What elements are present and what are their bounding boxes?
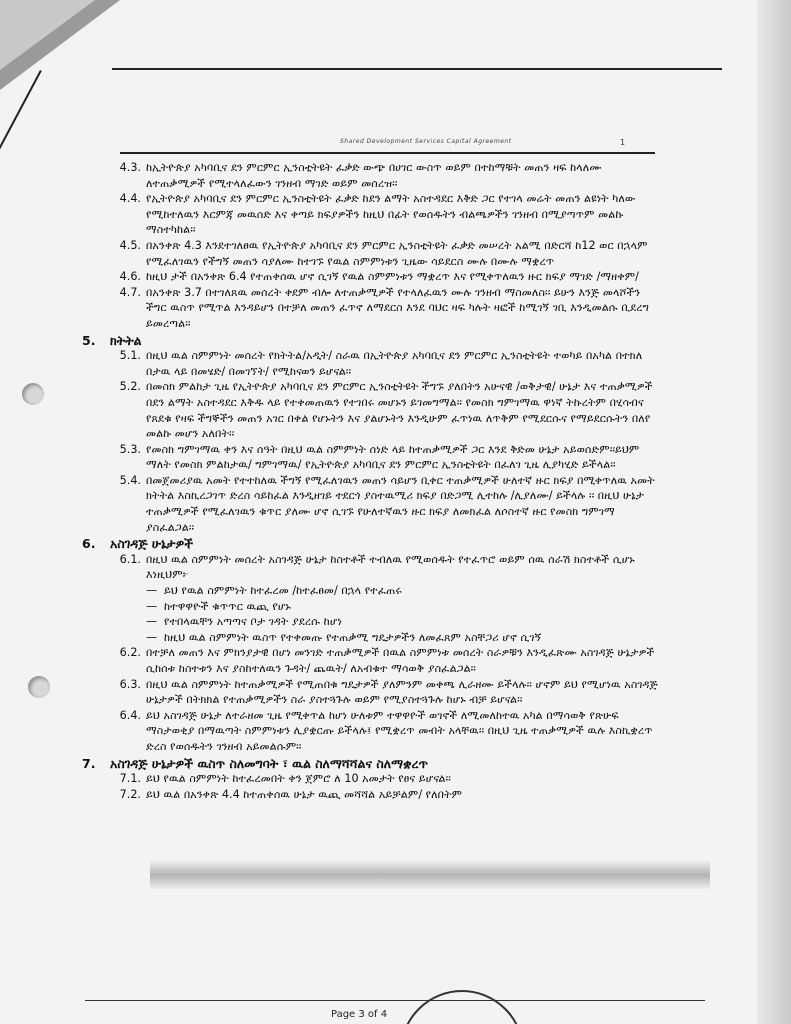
clause-4-7: 4.7. በአንቀጽ 3.7 በተገለጸዉ መሰረት ቀደም ብሎ ለተጠቃሚዎች የተላለፈዉን ሙሉ ገንዘብ ማስመለስ፡፡ ይሁን እንጅ መላሾችን ችግር ዉስጥ የሚጥል እንዳይሆን በተቻለ መጠን ፈጥኖ ለማደርስ እንደ ባህር ዛፍ ካሉት ዛፎች ከሚገኝ ገቢ እንዲመልሱ ቢደረግ ይመረጣል፡፡	[119, 285, 649, 330]
official-stamp	[400, 990, 524, 1024]
scan-top-edge	[112, 68, 722, 70]
clause-4-6: 4.6. ከዚህ ታች በአንቀጽ 6.4 የተጠቀሰዉ ሆኖ ሲገኝ የዉል ስምምነቱን ማቋረጥ እና የሚቀጥለዉን ዙር ክፍያ ማገድ /ማዘቀም/	[119, 270, 639, 284]
scan-diagonal-edge	[0, 70, 42, 225]
clause-5-4: 5.4. በመጀመሪያዉ አመት የተተከለዉ ችግኝ የሚፈለገዉን መጠን ሳይሆን ቢቀር ተጠቃሚዎች ሁለተኛ ዙር ክፍያ በሚቀጥለዉ አመት ክትትል እስኪረጋገጥ ድረስ ሳይከፈል እንዲዘገይ ተደርጎ ያስተዉሚሪ ክፍያ በድጋሚ ሊተከሉ /ሊያለሙ/ ይችላሉ ፡፡ በዚህ ሁኔታ ተጠቃሚዎች የሚፈለገዉን ቁጥር ያለሙ ሆኖ ሲገኙ የሁለተኛዉን ዙር ክፍያ ለመክፈል ለሶስተኛ ዙር የመስክ ግምገማ ያስፈልጋል፡፡	[119, 473, 655, 534]
clause-6-2: 6.2. በተቻለ መጠን እና ምክንያታዊ በሆነ መንገድ ተጠቃሚዎች በዉል ስምምነቱ መሰረት ስራዎቹን እንዲፈጽሙ አስገዳጅ ሁኔታዎች ሲከሰቱ ከስተቱን እና ያስከተለዉን ጉዳት/ ጨዉት/ ለአብቁተ ማሳወቅ ያስፈልጋል፡፡	[119, 646, 655, 675]
section-6-heading: 6. አስገዳጅ ሁኔታዎች	[82, 536, 194, 552]
clause-4-4: 4.4. የኢትዮጵያ አካባቢና ደን ምርምር ኢንስቲትዩት ፈቃድ ከደን ልማት አስተዳደር እቅድ ጋር የተገላ መሬት መጠን ልዩነት ካለው የሚከተለዉን እርምጃ መዉሰድ እና ቀጣይ ክፍያዎችን ከዚህ በፊት የወሰዱትን ብልጫዎችን ገንዘብ በሚያጣጥም መልኩ ማስተካከል፡፡	[119, 192, 636, 237]
page-edge-shadow	[757, 0, 791, 1024]
page-number: Page 3 of 4	[331, 1009, 388, 1020]
list-item: — የተበላዉቸን አጣጣና ቦታ ገዳት ያደረሱ ከሆነ	[146, 615, 342, 629]
list-item: — ከዚህ ዉል ስምምነት ዉስጥ የተቀመጡ የተጠቃሚ ግዴታዎችን ለመፈጸም አስቸጋሪ ሆኖ ሲገኝ	[146, 630, 542, 644]
clause-7-1: 7.1. ይህ የዉል ስምምነት ከተፈረመበት ቀን ጀምሮ ለ 10 አመታት የፀና ይሆናል፡፡	[119, 772, 451, 786]
clause-5-1: 5.1. በዚህ ዉል ስምምነት መሰረት የክትትል/አዲት/ ስራዉ በኢትዮጵያ አካባቢና ደን ምርምር ኢንስቲትዩት ተወካይ በአካል በተክለ በታዉ ላይ በመሄድ/ በመገኘት/ የሚከናወን ይሆናል፡፡	[119, 349, 643, 378]
clause-4-3: 4.3. ከኢትዮጵያ አካባቢና ደን ምርምር ኢንስቲትዩት ፈቃድ ውጭ በሀገር ውስጥ ወይም በተከማቹት መጠን ዛፍ ከላለሙ ለተጠቃሚዎች የሚተላለፈውን ገንዘብ ማገድ ወይም መሰረዝ፡፡	[119, 161, 602, 190]
scan-smudge	[150, 860, 710, 890]
list-item: — ከተዋዋዮች ቁጥጥር ዉጪ የሆኑ	[146, 599, 291, 613]
corner-page-mark: 1	[620, 138, 626, 147]
punch-hole	[28, 676, 50, 698]
clause-5-3: 5.3. የመስክ ግምገማዉ ቀን እና ሰዓት በዚህ ዉል ስምምነት ሰነድ ላይ ከተጠቃሚዎች ጋር እንደ ቅድመ ሁኔታ አይወሰድም፡፡ይህም ማለት የመስክ ምልከታዉ/ ግምገማዉ/ የኢትዮጵያ አካባቢና ደን ምርምር ኢንስቲትዩት በፈለገ ጊዜ ሊያካሂድ ይችላል፡፡	[119, 442, 640, 472]
clause-6-3: 6.3. በዚህ ዉል ስምምነት ከተጠቃሚዎች የሚጠበቁ ግዴታዎች ያለምንም መቀጫ ሊራዘሙ ይችላሉ፡፡ ሆኖም ይህ የሚሆነዉ አስገዳጅ ሁኔታዎች በትክክል የተጠቃሚዎችን ስራ ያስተጓጉሉ ወይም የሚያስተጓጉሉ ከሆኑ ብቻ ይሆናል፡፡	[119, 677, 658, 707]
running-header: Shared Development Services Capital Agreement	[340, 138, 512, 145]
clause-4-5: 4.5. በአንቀጽ 4.3 እንደተገለፀዉ የኢትዮጵያ አካባቢና ደን ምርምር ኢንስቲትዩት ፈቃድ መሠረት አልሚ በድርሻ ከ12 ወር በኋላም የሚፈለገዉን የችግኝ መጠን ሳያለሙ ከተገኙ የዉል ስምምነቱን ጊዜው ሳይደርስ ሙሉ በሙሉ ማቋረጥ	[119, 238, 648, 268]
folded-corner-highlight	[0, 0, 95, 70]
header-rule	[120, 152, 655, 154]
footer-rule	[85, 1000, 705, 1001]
punch-hole	[22, 383, 44, 405]
clause-5-2: 5.2. በመስክ ምልከታ ጊዜ የኢትዮጵያ አካባቢና ደን ምርምር ኢንስቲትዩት ችግኙ ያለበትን አሁናዊ /ወቅታዊ/ ሁኔታ እና ተጠቃሚዎች በደን ልማት አስተዳደር እቅዱ ላይ የተቀመጠዉን የተገበሩ መሆኑን ይገመግማል፡፡ የመስክ ግምገማዉ ዋነኛ ትኩረትም በሂሳብና የጸደቁ የዛፍ ችግኞችን መጠን አገር በቀል የሆኑትን እና ያልሆኑትን እንዲሁም ፈጥነዉ ለጥቅም የሚደርሱና የማይደርሱትን በለየ መልኩ መሆን አለበት፡፡	[119, 380, 653, 441]
list-item: — ይህ የዉል ስምምነት ከተፈረመ /ከተፈፀመ/ በኋላ የተፈጠሩ	[146, 584, 402, 598]
clause-6-4: 6.4. ይህ አስገዳጅ ሁኔታ ለተራዘመ ጊዜ የሚቀጥል ከሆነ ሁለቱም ተዋዋዮች ወገኖች ለሚመለከተዉ አካል በማሳወቅ የጽሁፍ ማስታወቂያ በማዉጣት ስምምነቱን ሊያቋርጡ ይችላሉ፤ የሚቋረጥ መብት አላቸዉ፡፡ በዚህ ጊዜ ተጠቃሚዎች ዉሉ እስኪቋረጥ ድረስ የወሰዱትን ገንዘብ አይመልሱም፡፡	[119, 708, 653, 753]
section-7-heading: 7. አስገዳጅ ሁኔታዎች ዉስጥ ስለመግባት ፣ ዉል ስለማሻሻልና ስለማቋረጥ	[82, 755, 429, 771]
document-body	[82, 160, 662, 802]
section-5-heading: 5. ክትትል	[82, 332, 142, 348]
clause-6-1: 6.1. በዚህ ዉል ስምምነት መሰረት አስገዳጅ ሁኔታ ከስተቶች ተብለዉ የሚወሰዱት የተፈጥሮ ወይም ሰዉ ሰራሽ ክስተቶች ሲሆኑ እነዚህም፦	[119, 552, 635, 582]
clause-7-2: 7.2. ይህ ዉል በአንቀጽ 4.4 ከተጠቀሰዉ ሁኔታ ዉጪ መሻሻል አይቻልም/ የለበትም	[119, 787, 463, 801]
